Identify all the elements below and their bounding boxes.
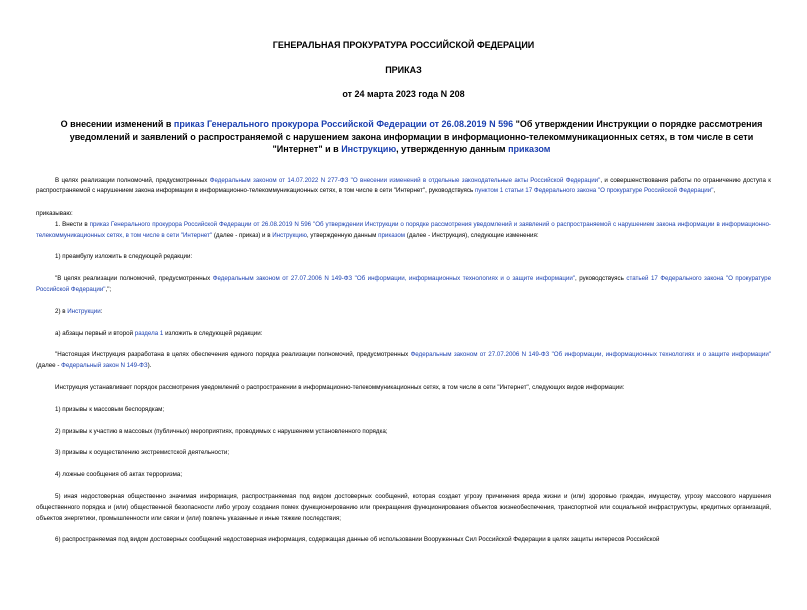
link-federal-law-149-short[interactable]: Федеральный закон N 149-ФЗ <box>61 362 148 370</box>
document-type-heading: ПРИКАЗ <box>385 65 422 75</box>
text: : <box>100 307 103 315</box>
paragraph-subitem-2 <box>36 307 771 318</box>
document-title <box>54 118 769 156</box>
text: "Настоящая Инструкция разработана в целях обеспечения единого порядка реализации полномочий, предусмотренных <box>55 351 411 359</box>
title-link-order[interactable]: приказ Генерального прокурора Российской Федерации от 26.08.2019 N 596 <box>173 119 514 129</box>
paragraph-subitem-1: 1) преамбулу изложить в следующей редакции: <box>55 253 193 261</box>
text: (далее - Инструкция), следующие изменения: <box>405 231 539 239</box>
text: (далее - приказ) и в <box>212 231 273 239</box>
link-order[interactable]: приказом <box>378 231 406 239</box>
link-article-17-prosecutor-law[interactable]: пунктом 1 статьи 17 Федерального закона "О прокуратуре Российской Федерации" <box>474 187 714 195</box>
text: , и совершенствования работы по ограничению доступа к распространяемой с нарушением закона информации в информационно-телекоммуникационных сетях, в том числе в сети "Интернет", руководствуясь <box>36 176 771 195</box>
text: ,"; <box>105 286 112 294</box>
list-item-2: 2) призывы к участию в массовых (публичных) мероприятиях, проводимых с нарушением установленного порядка; <box>55 427 388 435</box>
list-item-1: 1) призывы к массовым беспорядкам; <box>55 405 165 413</box>
title-link-order-short[interactable]: приказом <box>508 144 551 154</box>
link-article-17[interactable]: статьей 17 Федерального закона "О прокуратуре Российской Федерации" <box>36 275 772 294</box>
paragraph-quoted-preamble <box>36 274 771 296</box>
document-page <box>0 39 807 610</box>
list-item-3: 3) призывы к осуществлению экстремистской деятельности; <box>55 449 230 457</box>
title-link-instruction[interactable]: Инструкцию <box>341 144 397 154</box>
text: изложить в следующей редакции: <box>163 329 263 337</box>
link-instruction-2[interactable]: Инструкции <box>67 307 101 315</box>
link-section-1[interactable]: раздела 1 <box>134 329 164 337</box>
paragraph-subitem-a <box>36 329 771 340</box>
title-text: О внесении изменений в <box>60 119 174 129</box>
paragraph-instruction-scope: Инструкция устанавливает порядок рассмотрения уведомлений о распространении в информационно-телекоммуникационных сетях, в том числе в сети "Интернет", следующих видов информации: <box>55 384 625 392</box>
text: 1. Внести в <box>55 220 90 228</box>
title-text: , утвержденную данным <box>396 144 509 154</box>
text: "В целях реализации полномочий, предусмотренных <box>55 275 213 283</box>
text: В целях реализации полномочий, предусмотренных <box>55 176 210 184</box>
document-date: от 24 марта 2023 года N 208 <box>342 89 465 99</box>
paragraph-quoted-instruction <box>36 350 771 372</box>
list-item-6: 6) распространяемая под видом достоверных сообщений недостоверная информация, содержащая данные об использовании Вооруженных Сил Российской Федерации в целях защиты интересов Российской <box>55 536 660 544</box>
text: ). <box>147 362 152 370</box>
list-item-5: 5) иная недостоверная общественно значимая информация, распространяемая под видом достоверных сообщений, которая создает угрозу причинения вреда жизни и (или) здоровью граждан, имуществу, угрозу массового нарушения общественного порядка и (или) общественной безопасности либо угрозу создания помех функционированию или прекращения функционирования объектов жизнеобеспечения, транспортной или социальной инфраструктуры, кредитных организаций, объектов энергетики, промышленности или связи и (или) повлечь указанные и иные тяжкие последствия; <box>36 493 771 522</box>
text: (далее - <box>36 362 62 370</box>
text: , руководствуясь <box>575 275 627 283</box>
link-federal-law-149[interactable]: Федеральным законом от 27.07.2006 N 149-ФЗ "Об информации, информационных технологиях и о защите информации" <box>212 275 576 283</box>
organization-heading: ГЕНЕРАЛЬНАЯ ПРОКУРАТУРА РОССИЙСКОЙ ФЕДЕРАЦИИ <box>272 40 535 50</box>
text: а) абзацы первый и второй <box>55 329 135 337</box>
title-text: "Об утверждении Инструкции о порядке рассмотрения уведомлений и заявлений о распространяемой с нарушением закона информации в информационно-телекоммуникационных сетях, в том числе в сети "Интернет" и в <box>69 119 763 154</box>
link-instruction[interactable]: Инструкцию <box>272 231 307 239</box>
text: , <box>713 187 716 195</box>
text: , утвержденную данным <box>306 231 379 239</box>
link-federal-law-149-2[interactable]: Федеральным законом от 27.07.2006 N 149-ФЗ "Об информации, информационных технологиях и о защите информации" <box>410 351 771 359</box>
link-federal-law-277[interactable]: Федеральным законом от 14.07.2022 N 277-ФЗ "О внесении изменений в отдельные законодательные акты Российской Федерации" <box>209 176 601 184</box>
paragraph-preamble <box>36 176 771 198</box>
text: 2) в <box>55 307 68 315</box>
paragraph-item-1 <box>36 220 771 242</box>
link-order-596[interactable]: приказ Генерального прокурора Российской Федерации от 26.08.2019 N 596 "Об утверждении Инструкции о порядке рассмотрения уведомлений и заявлений о распространяемой с нарушением закона информации в информационно-телекоммуникационных сетях, в том числе в сети "Интернет" <box>36 220 771 239</box>
list-item-4: 4) ложные сообщения об актах терроризма; <box>55 471 183 479</box>
document-body <box>36 176 771 547</box>
paragraph-order-word: приказываю: <box>36 210 73 218</box>
